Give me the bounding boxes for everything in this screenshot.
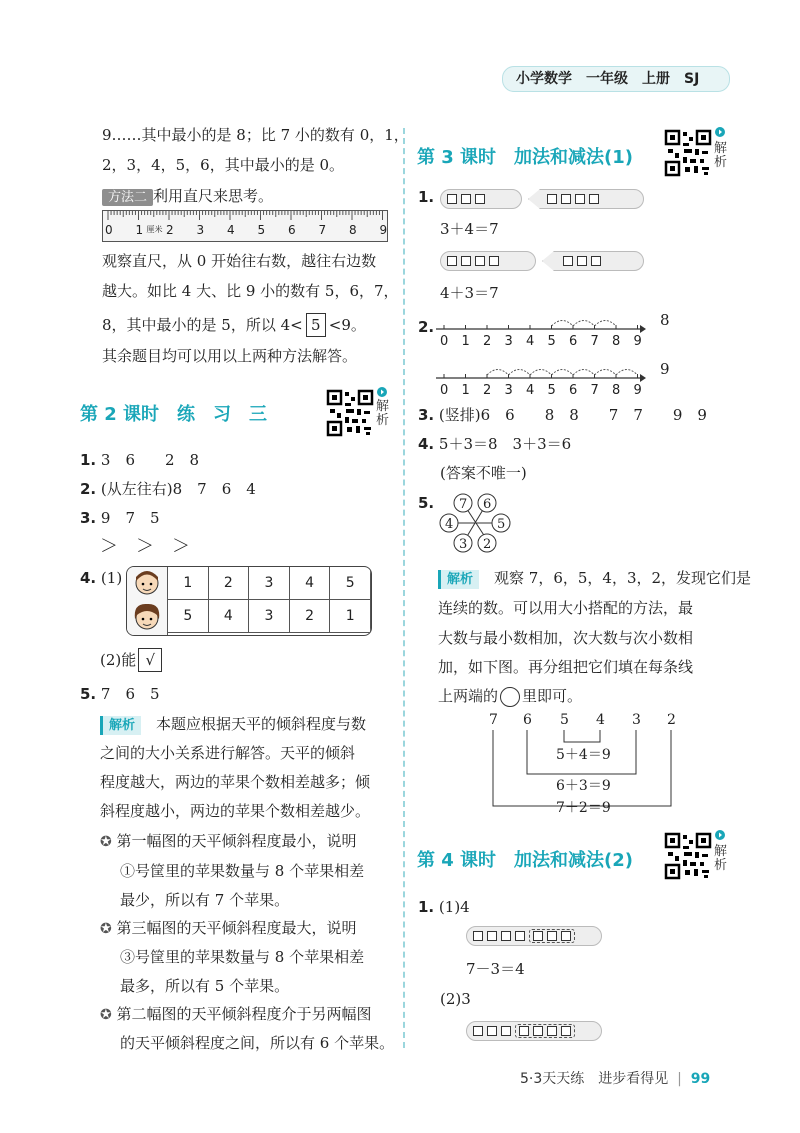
pair-equation: 6＋3＝9 [556,778,611,794]
cell: 4 [289,567,330,600]
ruler [102,210,388,242]
jiexi-tag: 解析 [100,716,141,735]
rest-line: 其余题目均可以用以上两种方法解答。 [102,347,358,365]
bar-4 [528,189,644,209]
play-icon [715,830,725,840]
q3: 3. 9 7 5 [80,509,160,527]
pair-number: 3 [632,712,641,728]
qr-code-icon[interactable] [664,832,712,880]
q4-table [167,566,371,633]
hop-arc [595,321,617,327]
method-tag: 方法二 [102,189,153,206]
r5-line-4: 加，如下图。再分组把它们填在每条线 [438,658,694,676]
q4: 4. (1) [80,569,123,587]
q5: 5. 7 6 5 [80,685,160,703]
observe-line-1: 观察直尺，从 0 开始往右数，越往右边数 [102,252,377,270]
r4-note: (答案不唯一) [440,464,527,482]
hop-arc [530,370,552,376]
observe-line-3: 8，其中最小的是 5，所以 4< 5 <9。 [102,310,366,340]
table-row [168,567,371,600]
bullet-3-line-1: ✪ 第二幅图的天平倾斜程度介于另两幅图 [100,1005,372,1023]
numberline-label: 6 [569,383,578,398]
number-lines [436,312,646,402]
s4-q1: 1. (1)4 [418,898,470,916]
r5-line-1: 解析 观察 7，6，5，4，3，2，发现它们是 [438,563,751,595]
cell: 3 [249,600,290,633]
answer-box: 5 [306,313,326,337]
ruler-number: 6 [288,223,296,237]
s4-bar-1 [466,926,602,946]
kids-icons [127,567,168,635]
q3-signs: ＞ ＞ ＞ [100,536,190,557]
analysis-line-4: 斜程度越小，两边的苹果个数相差越少。 [100,802,371,820]
cell: 5 [330,567,371,600]
bullet-1-line-1: ✪ 第一幅图的天平倾斜程度最小，说明 [100,832,357,850]
bar-3 [440,189,522,209]
numberline-label: 0 [440,334,449,349]
jiexi-tag: 解析 [438,570,479,589]
numberline-label: 4 [526,383,535,398]
bullet-icon: ✪ [100,921,112,937]
play-icon [377,387,387,397]
column-divider [403,128,405,1048]
qr-code-icon[interactable] [326,389,374,437]
ruler-number: 0 [105,223,113,237]
circle-number: 7 [459,497,468,512]
bullet-2-line-3: 最多，所以有 5 个苹果。 [120,977,290,995]
bullet-3-line-2: 的天平倾斜程度之间，所以有 6 个苹果。 [120,1034,395,1052]
numberline-label: 2 [483,383,492,398]
circle-number: 6 [483,497,492,512]
numberline-label: 5 [547,383,556,398]
numberline-label: 9 [633,383,642,398]
ruler-number: 1 [135,223,144,237]
numberline-label: 4 [526,334,535,349]
r5-line-3: 大数与最小数相加，次大数与次小数相 [438,629,694,647]
qr-code-icon[interactable] [664,129,712,177]
r2-ans2: 9 [660,360,670,378]
table-row [168,600,371,633]
r1-eq2: 4＋3＝7 [440,284,499,302]
r1-num: 1. [418,188,435,206]
cell: 1 [330,600,371,633]
hop-arc [552,370,574,376]
numberline-label: 3 [504,383,513,398]
r4: 4. 5＋3＝8 3＋3＝6 [418,435,572,453]
r5-line-5: 上两端的 里即可。 [438,687,583,705]
r1-bars-1 [440,189,644,209]
ruler-number: 3 [196,223,205,237]
numberline-label: 7 [590,383,599,398]
s4-eq1: 7－3＝4 [466,960,525,978]
cell: 4 [208,600,249,633]
pair-equation: 5＋4＝9 [556,747,611,763]
circle-blank [500,687,520,707]
bullet-icon: ✪ [100,1007,112,1023]
ruler-number: 7 [318,223,327,237]
hop-arc [573,321,595,327]
hop-arc [552,321,574,327]
ruler-number: 4 [227,223,235,237]
dashed-group [529,929,575,943]
r3: 3. (竖排)6 6 8 8 7 7 9 9 [418,406,707,424]
numberline-label: 7 [590,334,599,349]
numberline-label: 5 [547,334,556,349]
ruler-number: 8 [349,223,357,237]
q2: 2. (从左往右)8 7 6 4 [80,480,256,498]
footer: 5·3天天练 进步看得见 | 99 [520,1071,711,1087]
r2-ans1: 8 [660,311,670,329]
jiexi-vertical: 解析 [714,141,728,170]
cell: 2 [289,600,330,633]
pair-number: 6 [523,712,532,728]
ruler-number: 5 [257,223,266,237]
numberline-label: 9 [633,334,642,349]
circle-number: 3 [459,537,468,552]
check-box: √ [138,648,162,672]
observe-line-2: 越大。如比 4 大、比 9 小的数有 5，6，7， [102,282,399,300]
numberline-label: 8 [612,383,621,398]
r1-eq1: 3＋4＝7 [440,220,499,238]
jiexi-vertical: 解析 [376,399,390,428]
numberline-label: 3 [504,334,513,349]
pairing-diagram [470,708,700,820]
ruler-unit: 厘米 [146,225,163,234]
cell: 5 [168,600,209,633]
s4-bar-2 [466,1021,602,1041]
analysis-line-1: 解析 本题应根据天平的倾斜程度与数 [100,709,366,741]
bar-3 [542,251,644,271]
s4-p2: (2)3 [440,990,471,1008]
pair-number: 7 [489,712,498,728]
numberline-label: 1 [461,383,470,398]
bullet-2-line-2: ③号筐里的苹果数量与 8 个苹果相差 [120,948,365,966]
hop-arc [595,370,617,376]
pair-number: 2 [667,712,676,728]
q4-2: (2)能 √ [100,645,162,675]
hop-arc [573,370,595,376]
bullet-icon: ✪ [100,834,112,850]
circle-number: 2 [483,537,492,552]
method-line: 方法二 利用直尺来思考。 [102,181,273,213]
numberline-label: 2 [483,334,492,349]
cell: 3 [249,567,290,600]
numberline-label: 1 [461,334,470,349]
star-diagram [438,490,514,556]
numberline-label: 8 [612,334,621,349]
pair-number: 4 [596,712,605,728]
bullet-1-line-3: 最少，所以有 7 个苹果。 [120,891,290,909]
section3-title: 第 3 课时 加法和减法(1) [417,147,634,168]
header-text: 小学数学 一年级 上册 SJ [516,71,700,87]
r5-num: 5. [418,494,435,512]
analysis-line-3: 程度越大，两边的苹果个数相差越多；倾 [100,773,371,791]
page-number: 99 [690,1071,711,1087]
q1: 1. 3 6 2 8 [80,451,200,469]
pair-number: 5 [560,712,569,728]
circle-number: 4 [445,517,454,532]
cell: 2 [208,567,249,600]
hop-arc [509,370,531,376]
ruler-number: 2 [166,223,174,237]
r1-bars-2 [440,251,644,271]
section4-title: 第 4 课时 加法和减法(2) [417,850,634,871]
hop-arc [487,370,509,376]
bullet-1-line-2: ①号筐里的苹果数量与 8 个苹果相差 [120,862,365,880]
hop-arc [616,370,638,376]
circle-number: 5 [497,517,506,532]
bar-4 [440,251,536,271]
play-icon [715,127,725,137]
r2-num: 2. [418,318,435,336]
cell: 1 [168,567,209,600]
intro-line-1: 9……其中最小的是 8；比 7 小的数有 0，1， [102,126,409,144]
numberline-label: 0 [440,383,449,398]
ruler-number: 9 [379,223,388,237]
jiexi-vertical: 解析 [714,844,728,873]
analysis-line-2: 之间的大小关系进行解答。天平的倾斜 [100,744,356,762]
section2-title: 第 2 课时 练 习 三 [80,404,268,425]
dashed-group [515,1024,575,1038]
pair-equation: 7＋2＝9 [556,800,611,816]
q4-table-frame [126,566,372,636]
r5-line-2: 连续的数。可以用大小搭配的方法，最 [438,599,694,617]
bullet-2-line-1: ✪ 第三幅图的天平倾斜程度最大，说明 [100,919,357,937]
numberline-label: 6 [569,334,578,349]
intro-line-2: 2，3，4，5，6，其中最小的是 0。 [102,156,345,174]
boy-girl-icon [127,567,167,635]
